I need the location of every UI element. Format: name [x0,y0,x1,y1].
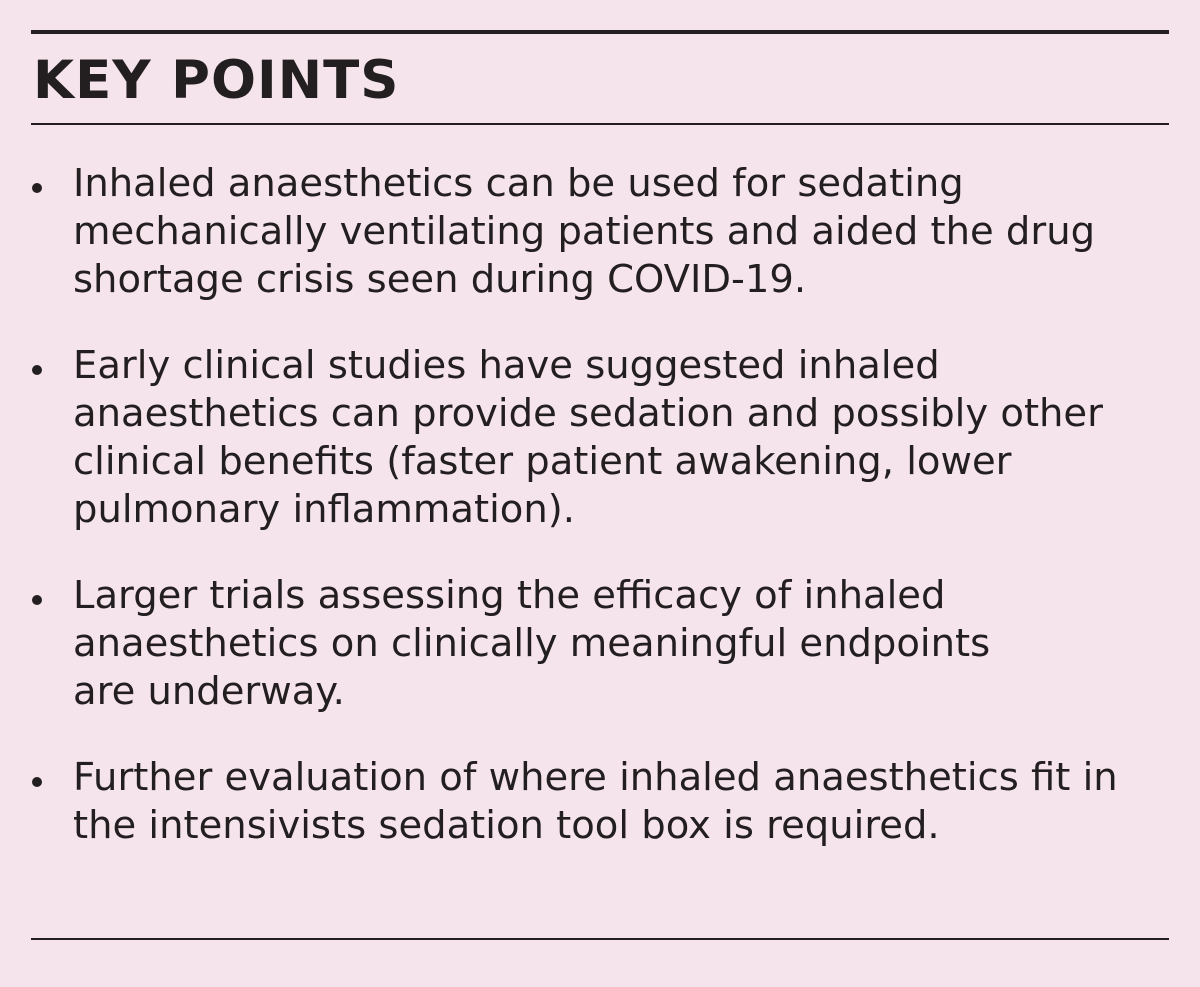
key-point-text [73,754,1169,850]
key-point-line: are underway. [73,669,345,714]
bullet-icon [32,183,42,193]
key-point-line: anaesthetics can provide sedation and possibly other [73,391,1103,436]
key-point-line: mechanically ventilating patients and aided the drug [73,209,1096,254]
key-point-line: Early clinical studies have suggested inhaled [73,343,940,388]
heading-rule [31,123,1169,125]
key-points-list [31,160,1169,888]
key-point-item [31,160,1169,304]
bullet-icon [32,365,42,375]
key-points-box [31,0,1169,987]
key-point-text [73,160,1169,304]
key-point-line: anaesthetics on clinically meaningful endpoints [73,621,991,666]
key-point-line: the intensivists sedation tool box is required. [73,803,940,848]
key-point-line: Inhaled anaesthetics can be used for sedating [73,161,964,206]
bullet-icon [32,595,42,605]
bullet-icon [32,777,42,787]
top-rule [31,30,1169,34]
key-point-item [31,342,1169,534]
key-point-line: shortage crisis seen during COVID-19. [73,257,807,302]
key-point-line: clinical benefits (faster patient awakening, lower [73,439,1012,484]
key-points-heading: KEY POINTS [33,50,400,111]
bottom-rule [31,938,1169,940]
key-point-line: pulmonary inflammation). [73,487,575,532]
key-point-item [31,754,1169,850]
key-point-line: Further evaluation of where inhaled anaesthetics fit in [73,755,1118,800]
key-point-text [73,572,1169,716]
key-point-line: Larger trials assessing the efficacy of inhaled [73,573,946,618]
key-point-text [73,342,1169,534]
key-point-item [31,572,1169,716]
